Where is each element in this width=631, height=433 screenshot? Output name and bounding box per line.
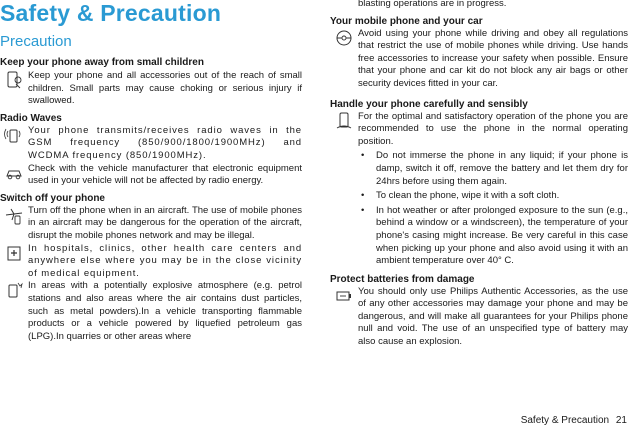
- list-item: • Do not immerse the phone in any liquid; if your phone is damp, switch it off, remove the battery and let them dry for 24hrs before using them again.: [358, 150, 628, 188]
- section-radio-waves: [0, 113, 302, 188]
- paragraph: In hospitals, clinics, other health care centers and anywhere else where you may be in the close vicinity of medical equipment.: [28, 242, 302, 279]
- continuation-text: blasting operations are in progress.: [358, 0, 507, 9]
- footer-section: Safety & Precaution: [520, 415, 610, 426]
- page-title: Safety & Precaution: [0, 0, 222, 26]
- battery-icon: [330, 286, 358, 308]
- paragraph: Your phone transmits/receives radio waves in the GSM frequency (850/900/1800/1900MHz) and WCDMA frequency (850/1900MHz).: [28, 124, 302, 161]
- explosive-atmosphere-icon: [0, 280, 28, 302]
- section-heading: Radio Waves: [0, 112, 62, 124]
- paragraph-item: [0, 163, 302, 188]
- right-column: [330, 0, 628, 349]
- paragraph: You should only use Philips Authentic Accessories, as the use of any other accessories may damage your phone and may be dangerous, and will make all guarantees for your Philips phone null and void. The use of an unspecified type of battery may also cause an explosion.: [358, 285, 628, 348]
- paragraph-item: [0, 243, 302, 281]
- left-column: [0, 0, 302, 343]
- paragraph: Check with the vehicle manufacturer that electronic equipment used in your vehicle will not be affected by radio energy.: [28, 162, 302, 187]
- section-heading: Your mobile phone and your car: [330, 15, 483, 27]
- section-children: [0, 57, 302, 108]
- paragraph: For the optimal and satisfactory operation of the phone you are recommended to use the phone in the normal operating position.: [358, 110, 628, 147]
- section-heading: Switch off your phone: [0, 192, 105, 204]
- paragraph-item: [330, 28, 628, 91]
- paragraph: In areas with a potentially explosive atmosphere (e.g. petrol stations and also areas where the air contains dust particles, such as metal powders).In a vehicle transporting flammable products or a vehicle powered by liquefied petroleum gas (LPG).In quarries or other areas where: [28, 280, 302, 342]
- list-item: • To clean the phone, wipe it with a soft cloth.: [358, 190, 628, 203]
- page-subtitle: Precaution: [0, 33, 72, 50]
- page-footer: [521, 415, 627, 427]
- aircraft-phone-off-icon: [0, 205, 28, 227]
- bullet-list: [330, 150, 628, 267]
- section-batteries: [330, 274, 628, 349]
- section-heading: Protect batteries from damage: [330, 273, 475, 285]
- paragraph: Keep your phone and all accessories out of the reach of small children. Small parts may cause choking or serious injury if swallowed.: [28, 70, 302, 107]
- section-car: [330, 16, 628, 91]
- car-electronics-icon: [0, 163, 28, 185]
- paragraph-item: [0, 205, 302, 243]
- section-switch-off: [0, 193, 302, 344]
- hospital-icon: [0, 243, 28, 265]
- paragraph: Turn off the phone when in an aircraft. The use of mobile phones in an aircraft may be dangerous for the operation of the aircraft, disrupt the mobile phones network and may be illegal.: [28, 204, 302, 241]
- page-number: 21: [615, 415, 627, 426]
- paragraph-item: [330, 111, 628, 149]
- list-item: • In hot weather or after prolonged exposure to the sun (e.g., behind a window or a windscreen), the temperature of your phone's casing might increase. Be very careful in this case when picking up your phone and also avoid using it with an ambient temperature over 40° C.: [358, 205, 628, 268]
- paragraph-item: [0, 125, 302, 163]
- section-heading: Keep your phone away from small children: [0, 57, 204, 68]
- paragraph: Avoid using your phone while driving and obey all regulations that restrict the use of mobile phones while driving. Use hands free accessories to increase your safety when possible. Ensure that your phone and car kit do not block any air bags or other security devices fitted in your car.: [358, 27, 628, 89]
- section-handle: [330, 99, 628, 268]
- paragraph-item: [0, 280, 302, 343]
- paragraph-item: [330, 286, 628, 349]
- radio-wave-icon: [0, 125, 28, 147]
- paragraph-item: [0, 70, 302, 108]
- phone-handling-icon: [330, 111, 358, 133]
- section-heading: Handle your phone carefully and sensibly: [330, 98, 528, 110]
- child-warning-icon: [0, 70, 28, 92]
- driving-phone-icon: [330, 28, 358, 50]
